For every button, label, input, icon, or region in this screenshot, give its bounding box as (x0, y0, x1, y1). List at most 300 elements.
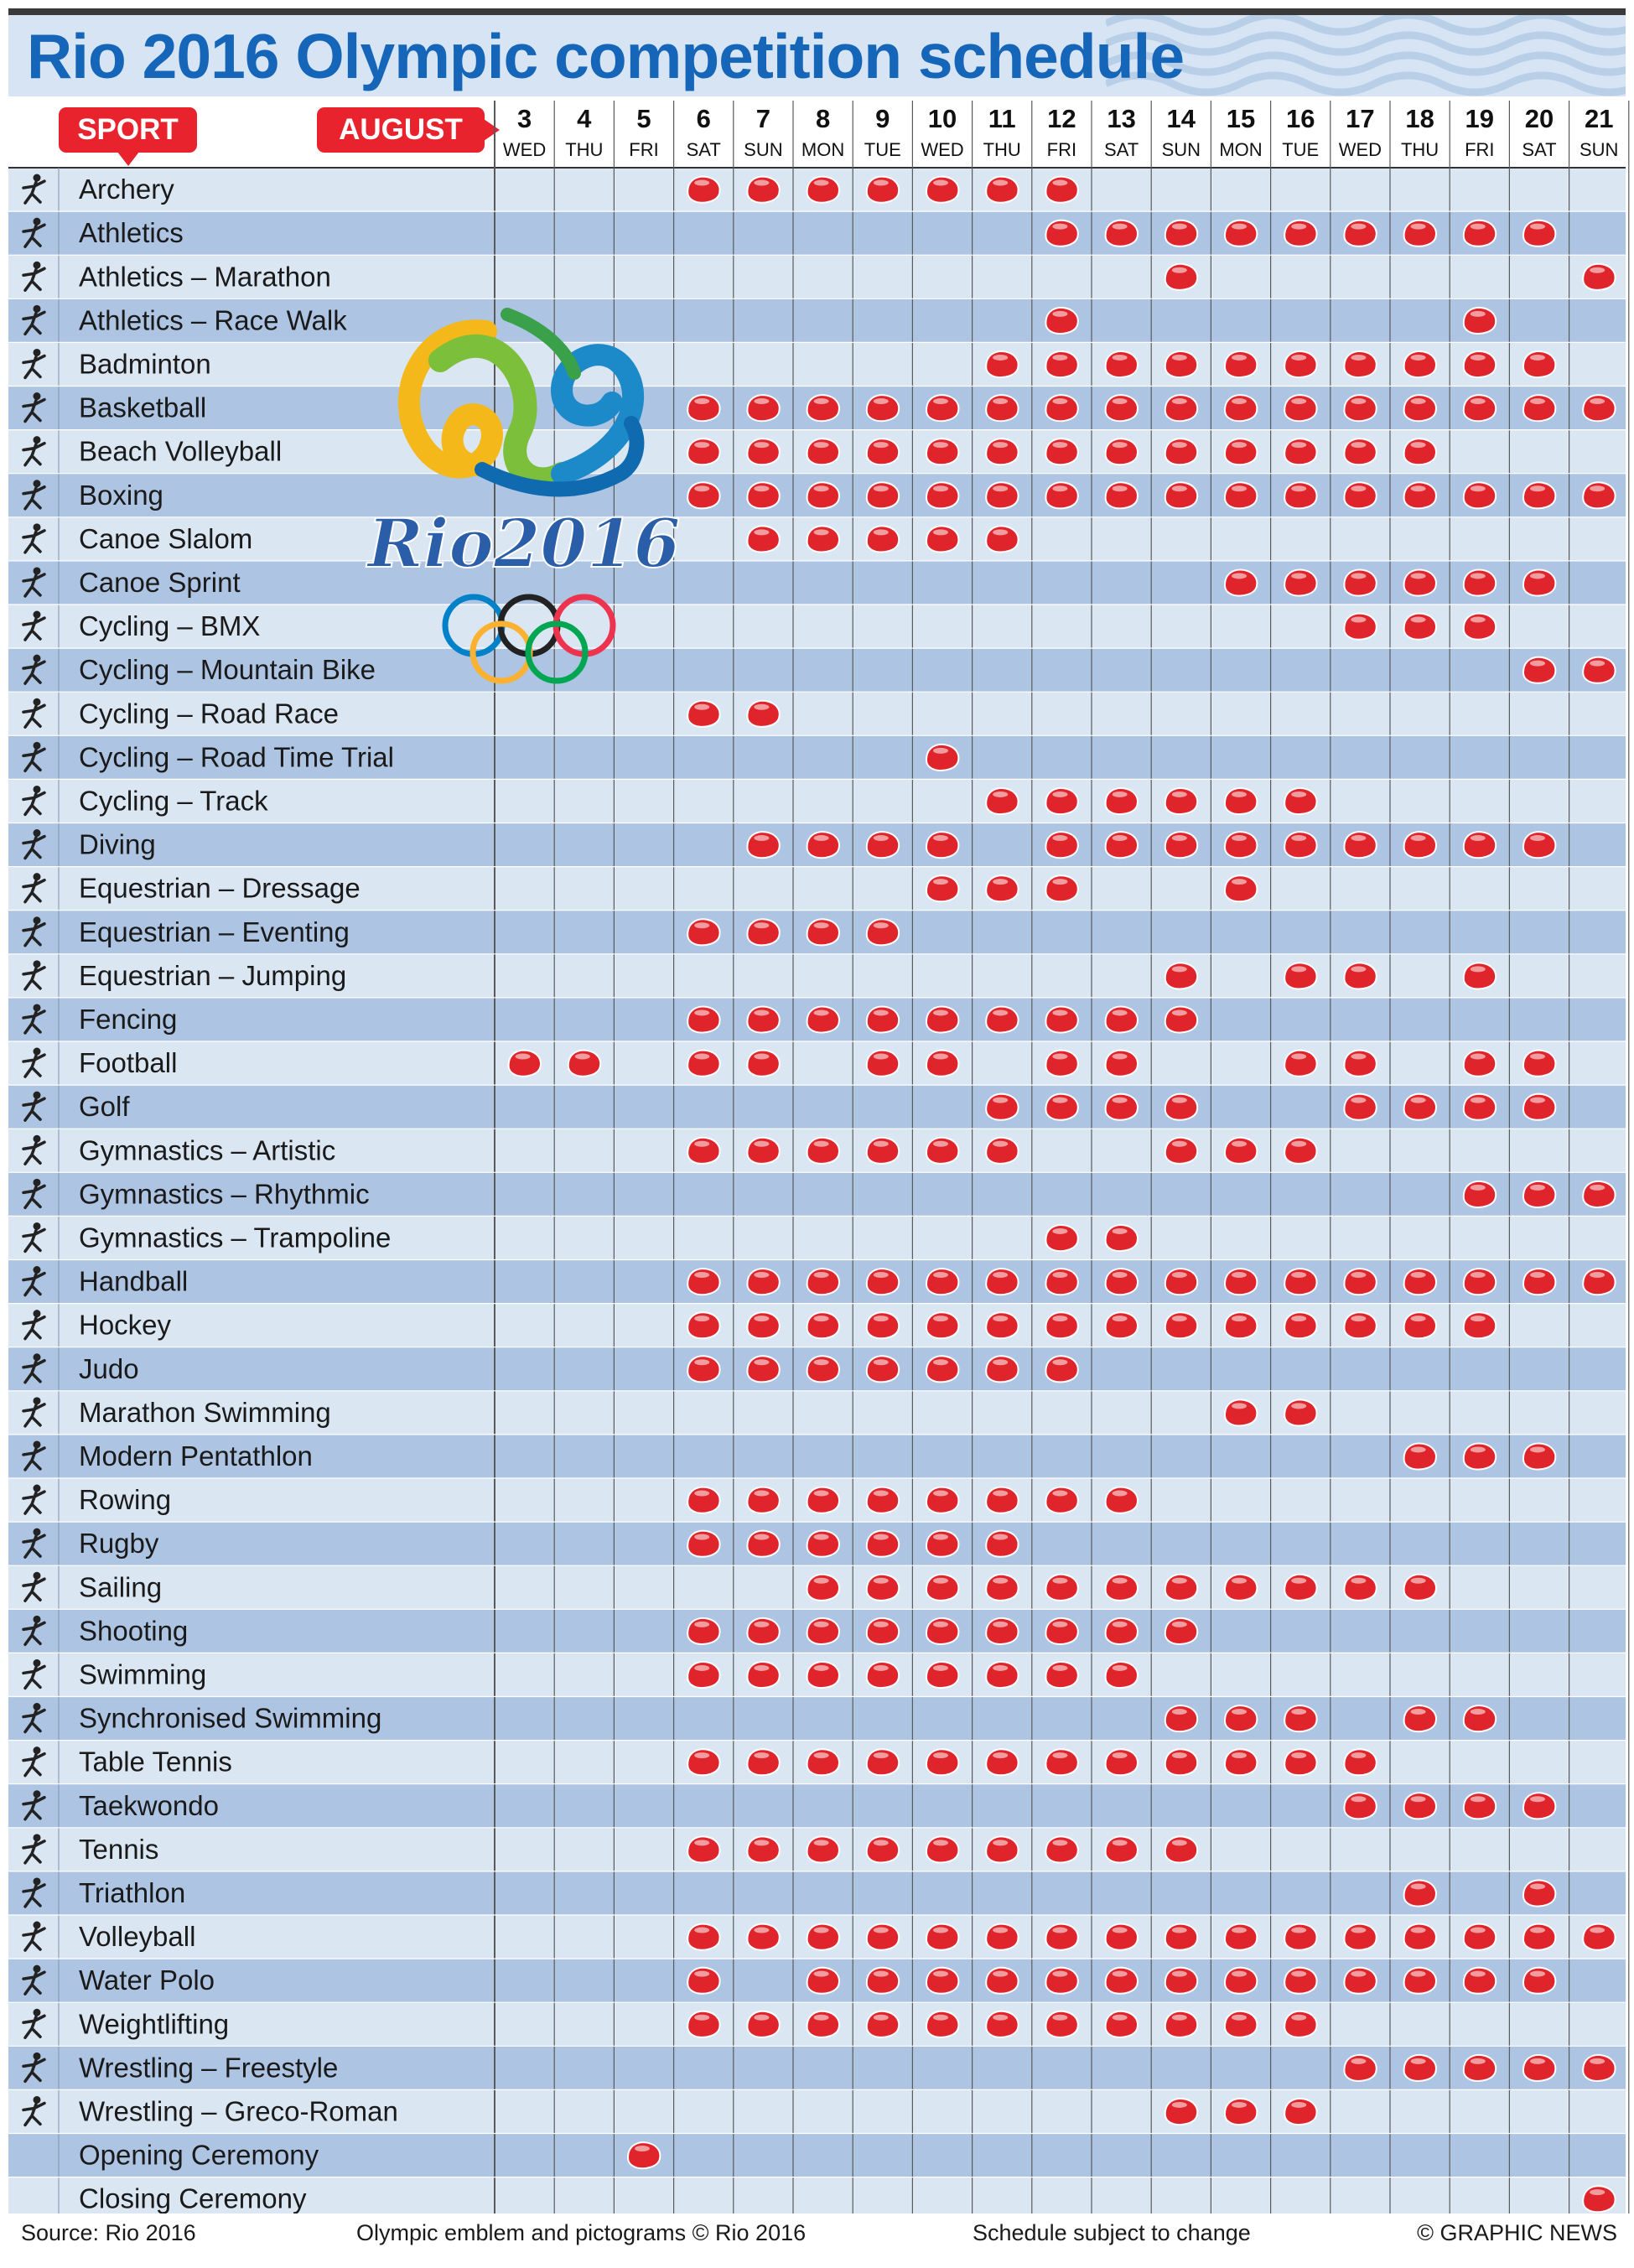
event-marker (1106, 1225, 1138, 1251)
event-marker (1165, 1836, 1197, 1862)
event-marker (1344, 1269, 1376, 1295)
event-marker (1225, 1138, 1257, 1164)
event-marker (747, 1749, 779, 1775)
event-marker (1464, 832, 1496, 858)
event-marker (1045, 832, 1077, 858)
event-marker (986, 1836, 1018, 1862)
event-marker (1464, 221, 1496, 247)
event-marker (1464, 1968, 1496, 1994)
table-row (8, 211, 1626, 255)
event-marker (807, 439, 839, 464)
event-marker (747, 1007, 779, 1033)
event-marker (1404, 221, 1436, 247)
sport-name-label: Wrestling – Greco-Roman (79, 2095, 398, 2127)
table-row (8, 342, 1626, 386)
event-marker (1165, 2099, 1197, 2125)
sport-name-label: Handball (79, 1265, 189, 1297)
event-marker (807, 2011, 839, 2037)
event-marker (1464, 1705, 1496, 1731)
event-marker (1045, 1007, 1077, 1033)
tick-label-date: 3 (516, 104, 532, 133)
event-marker (1106, 1312, 1138, 1338)
event-marker (926, 526, 958, 552)
event-marker (1404, 395, 1436, 421)
event-marker (1464, 2055, 1496, 2081)
tick-label-weekday: MON (1219, 139, 1263, 160)
event-marker (1165, 1575, 1197, 1601)
event-marker (867, 1531, 899, 1557)
event-marker (1523, 1181, 1555, 1207)
event-marker (747, 1138, 779, 1164)
tick-label-weekday: THU (983, 139, 1021, 160)
event-marker (1464, 570, 1496, 596)
event-marker (687, 1836, 719, 1862)
event-marker (807, 1269, 839, 1295)
event-marker (1106, 788, 1138, 814)
event-marker (1344, 1312, 1376, 1338)
event-marker (1344, 351, 1376, 377)
event-marker (1464, 1793, 1496, 1819)
event-marker (986, 1356, 1018, 1382)
event-marker (1284, 1749, 1316, 1775)
event-marker (1106, 482, 1138, 508)
event-marker (986, 1312, 1018, 1338)
event-marker (1523, 2055, 1555, 2081)
event-marker (867, 919, 899, 945)
event-marker (1523, 482, 1555, 508)
tick-label-weekday: SAT (686, 139, 721, 160)
event-marker (1225, 1575, 1257, 1601)
event-marker (807, 1487, 839, 1513)
event-marker (687, 1749, 719, 1775)
event-marker (986, 1968, 1018, 1994)
event-marker (1404, 439, 1436, 464)
sport-name-label: Modern Pentathlon (79, 1440, 313, 1471)
event-marker (747, 1487, 779, 1513)
event-marker (1225, 1312, 1257, 1338)
event-marker (867, 1618, 899, 1644)
tick-label-date: 15 (1226, 104, 1256, 133)
event-marker (1165, 963, 1197, 989)
sport-column-tag: SPORT (59, 107, 197, 153)
event-marker (807, 1312, 839, 1338)
sport-name-label: Athletics (79, 217, 184, 249)
event-marker (1225, 1399, 1257, 1425)
event-marker (1106, 1968, 1138, 1994)
sport-name-label: Canoe Sprint (79, 566, 241, 598)
event-marker (747, 1924, 779, 1950)
event-marker (1106, 351, 1138, 377)
event-marker (807, 919, 839, 945)
sport-name-label: Swimming (79, 1658, 207, 1690)
event-marker (1464, 1312, 1496, 1338)
event-marker (986, 526, 1018, 552)
event-marker (926, 2011, 958, 2037)
event-marker (1464, 963, 1496, 989)
sport-name-label: Gymnastics – Artistic (79, 1134, 336, 1166)
event-marker (747, 395, 779, 421)
event-marker (1045, 221, 1077, 247)
event-marker (867, 1269, 899, 1295)
event-marker (1045, 1662, 1077, 1688)
event-marker (1344, 614, 1376, 640)
event-marker (1225, 1749, 1257, 1775)
tick-label-weekday: FRI (1465, 139, 1495, 160)
event-marker (1284, 2099, 1316, 2125)
event-marker (1165, 482, 1197, 508)
event-marker (1106, 439, 1138, 464)
event-marker (1284, 1575, 1316, 1601)
table-row (8, 1784, 1626, 1828)
tick-label-weekday: THU (565, 139, 604, 160)
tick-label-weekday: WED (502, 139, 547, 160)
event-marker (926, 1662, 958, 1688)
event-marker (1523, 1881, 1555, 1907)
event-marker (1344, 1924, 1376, 1950)
event-marker (1225, 395, 1257, 421)
event-marker (867, 832, 899, 858)
sport-name-label: Fencing (79, 1003, 178, 1035)
event-marker (807, 1356, 839, 1382)
event-marker (807, 1836, 839, 1862)
event-marker (1404, 482, 1436, 508)
event-marker (1404, 1924, 1436, 1950)
tick-label-date: 18 (1405, 104, 1434, 133)
event-marker (867, 1662, 899, 1688)
event-marker (1165, 1705, 1197, 1731)
sport-name-label: Cycling – Road Time Trial (79, 741, 394, 773)
sport-name-label: Weightlifting (79, 2008, 230, 2040)
event-marker (1344, 482, 1376, 508)
sport-name-label: Marathon Swimming (79, 1396, 331, 1428)
event-marker (986, 1924, 1018, 1950)
event-marker (1523, 1269, 1555, 1295)
event-marker (1284, 1924, 1316, 1950)
event-marker (568, 1051, 600, 1077)
event-marker (1523, 351, 1555, 377)
event-marker (926, 177, 958, 203)
sport-name-label: Sailing (79, 1571, 163, 1603)
event-marker (926, 1007, 958, 1033)
event-marker (926, 832, 958, 858)
event-marker (1165, 1618, 1197, 1644)
tick-label-weekday: TUE (864, 139, 901, 160)
tick-label-date: 8 (815, 104, 831, 133)
event-marker (1045, 351, 1077, 377)
event-marker (926, 1618, 958, 1644)
event-marker (1225, 2099, 1257, 2125)
tick-label-date: 17 (1346, 104, 1375, 133)
event-marker (867, 1575, 899, 1601)
event-marker (867, 2011, 899, 2037)
event-marker (1045, 1487, 1077, 1513)
event-marker (986, 395, 1018, 421)
event-marker (1284, 963, 1316, 989)
event-marker (986, 482, 1018, 508)
event-marker (1404, 1881, 1436, 1907)
sport-name-label: Judo (79, 1352, 139, 1384)
sport-name-label: Hockey (79, 1309, 172, 1341)
tick-label-date: 12 (1047, 104, 1076, 133)
event-marker (747, 1662, 779, 1688)
event-marker (867, 1487, 899, 1513)
event-marker (1165, 395, 1197, 421)
sport-name-label: Shooting (79, 1615, 189, 1647)
event-marker (1344, 1575, 1376, 1601)
event-marker (747, 1051, 779, 1077)
event-marker (1404, 1269, 1436, 1295)
sport-name-label: Athletics – Marathon (79, 261, 331, 293)
event-marker (1045, 875, 1077, 901)
tick-label-weekday: MON (801, 139, 845, 160)
event-marker (1404, 1968, 1436, 1994)
event-marker (1225, 439, 1257, 464)
emblem-wordmark: Rio2016 (367, 504, 681, 583)
event-marker (867, 1836, 899, 1862)
tick-label-weekday: SAT (1104, 139, 1139, 160)
event-marker (1106, 1924, 1138, 1950)
event-marker (867, 395, 899, 421)
event-marker (926, 1836, 958, 1862)
event-marker (926, 1968, 958, 1994)
event-marker (1523, 832, 1555, 858)
event-marker (807, 1618, 839, 1644)
event-marker (1165, 2011, 1197, 2037)
tick-label-date: 9 (875, 104, 890, 133)
event-marker (1284, 1138, 1316, 1164)
event-marker (1523, 1793, 1555, 1819)
event-marker (1045, 1051, 1077, 1077)
event-marker (1106, 1487, 1138, 1513)
tick-label-weekday: SAT (1522, 139, 1557, 160)
event-marker (1404, 1793, 1436, 1819)
event-marker (687, 1662, 719, 1688)
event-marker (1225, 1269, 1257, 1295)
event-marker (509, 1051, 541, 1077)
event-marker (1284, 351, 1316, 377)
sport-name-label: Archery (79, 174, 174, 205)
event-marker (1284, 395, 1316, 421)
event-marker (867, 177, 899, 203)
sport-name-label: Equestrian – Eventing (79, 916, 350, 947)
event-marker (1106, 1618, 1138, 1644)
sport-name-label: Athletics – Race Walk (79, 304, 347, 336)
event-marker (1045, 1968, 1077, 1994)
event-marker (1344, 1793, 1376, 1819)
event-marker (807, 1007, 839, 1033)
event-marker (986, 1749, 1018, 1775)
event-marker (807, 526, 839, 552)
event-marker (926, 1749, 958, 1775)
sport-name-label: Cycling – BMX (79, 610, 261, 642)
sport-name-label: Golf (79, 1091, 130, 1123)
event-marker (1464, 1444, 1496, 1470)
event-marker (986, 1487, 1018, 1513)
event-marker (747, 1836, 779, 1862)
sport-name-label: Diving (79, 828, 156, 860)
event-marker (687, 2011, 719, 2037)
event-marker (687, 1618, 719, 1644)
sport-name-label: Volleyball (79, 1921, 196, 1953)
tick-label-date: 6 (696, 104, 711, 133)
event-marker (807, 1968, 839, 1994)
event-marker (747, 177, 779, 203)
event-marker (1523, 1444, 1555, 1470)
event-marker (1284, 482, 1316, 508)
event-marker (926, 1575, 958, 1601)
tick-label-date: 19 (1465, 104, 1495, 133)
table-row (8, 1871, 1626, 1915)
event-marker (687, 1924, 719, 1950)
event-marker (1225, 1924, 1257, 1950)
event-marker (986, 1531, 1018, 1557)
event-marker (1045, 177, 1077, 203)
event-marker (1344, 1749, 1376, 1775)
event-marker (986, 1575, 1018, 1601)
event-marker (1583, 657, 1615, 683)
event-marker (1045, 1225, 1077, 1251)
event-marker (1583, 1181, 1615, 1207)
event-marker (1404, 1094, 1436, 1120)
event-marker (687, 482, 719, 508)
event-marker (1583, 2055, 1615, 2081)
event-marker (1523, 657, 1555, 683)
footer-copyright: © GRAPHIC NEWS (1417, 2220, 1617, 2245)
event-marker (1344, 1094, 1376, 1120)
tick-label-weekday: WED (1338, 139, 1382, 160)
footer-source: Source: Rio 2016 (21, 2220, 196, 2245)
event-marker (1106, 1269, 1138, 1295)
event-marker (1284, 1968, 1316, 1994)
event-marker (1225, 788, 1257, 814)
event-marker (1344, 963, 1376, 989)
event-marker (1045, 1618, 1077, 1644)
tick-label-date: 13 (1107, 104, 1136, 133)
event-marker (1045, 1356, 1077, 1382)
sport-name-label: Rowing (79, 1484, 172, 1516)
sport-name-label: Opening Ceremony (79, 2139, 319, 2171)
event-marker (986, 1269, 1018, 1295)
event-marker (986, 351, 1018, 377)
event-marker (1106, 1749, 1138, 1775)
event-marker (1583, 1924, 1615, 1950)
event-marker (1106, 1836, 1138, 1862)
event-marker (1106, 395, 1138, 421)
event-marker (1404, 1444, 1436, 1470)
event-marker (747, 1312, 779, 1338)
event-marker (807, 1531, 839, 1557)
event-marker (1045, 1312, 1077, 1338)
event-marker (1344, 439, 1376, 464)
sport-name-label: Badminton (79, 348, 211, 380)
event-marker (867, 1749, 899, 1775)
event-marker (1045, 1269, 1077, 1295)
event-marker (1284, 1312, 1316, 1338)
event-marker (1225, 875, 1257, 901)
tick-label-weekday: TUE (1282, 139, 1320, 160)
event-marker (1045, 482, 1077, 508)
event-marker (1225, 1968, 1257, 1994)
event-marker (867, 439, 899, 464)
event-marker (1225, 570, 1257, 596)
event-marker (1225, 2011, 1257, 2037)
event-marker (687, 1312, 719, 1338)
event-marker (1225, 832, 1257, 858)
event-marker (1523, 570, 1555, 596)
sport-name-label: Rugby (79, 1528, 159, 1560)
event-marker (1045, 439, 1077, 464)
event-marker (926, 1138, 958, 1164)
sport-name-label: Cycling – Road Race (79, 698, 339, 729)
event-marker (747, 526, 779, 552)
event-marker (687, 701, 719, 727)
event-marker (1045, 1924, 1077, 1950)
event-marker (687, 395, 719, 421)
sport-name-label: Synchronised Swimming (79, 1702, 382, 1734)
event-marker (807, 1662, 839, 1688)
event-marker (1464, 1924, 1496, 1950)
table-row (8, 561, 1626, 605)
event-marker (926, 875, 958, 901)
event-marker (1404, 570, 1436, 596)
footer-credit: Olympic emblem and pictograms © Rio 2016 (356, 2220, 807, 2245)
event-marker (687, 919, 719, 945)
sport-name-label: Cycling – Track (79, 785, 268, 817)
event-marker (986, 1094, 1018, 1120)
event-marker (747, 1531, 779, 1557)
event-marker (926, 1531, 958, 1557)
event-marker (1284, 1269, 1316, 1295)
event-marker (687, 1356, 719, 1382)
event-marker (1344, 221, 1376, 247)
event-marker (926, 482, 958, 508)
event-marker (807, 482, 839, 508)
event-marker (1583, 482, 1615, 508)
event-marker (926, 1487, 958, 1513)
sport-name-label: Taekwondo (79, 1789, 219, 1821)
event-marker (1523, 1924, 1555, 1950)
event-marker (1464, 1269, 1496, 1295)
event-marker (1225, 221, 1257, 247)
sport-name-label: Equestrian – Jumping (79, 959, 347, 991)
event-marker (1045, 2011, 1077, 2037)
event-marker (807, 395, 839, 421)
event-marker (1464, 614, 1496, 640)
event-marker (867, 1356, 899, 1382)
event-marker (1106, 1094, 1138, 1120)
tick-label-weekday: WED (921, 139, 964, 160)
event-marker (747, 1618, 779, 1644)
event-marker (1106, 221, 1138, 247)
event-marker (1464, 395, 1496, 421)
sport-name-label: Gymnastics – Rhythmic (79, 1178, 370, 1210)
event-marker (1344, 395, 1376, 421)
event-marker (1344, 832, 1376, 858)
event-marker (687, 1531, 719, 1557)
event-marker (926, 1312, 958, 1338)
event-marker (807, 1749, 839, 1775)
event-marker (1165, 832, 1197, 858)
month-tag: AUGUST (317, 107, 485, 153)
event-marker (926, 1356, 958, 1382)
event-marker (1344, 1968, 1376, 1994)
event-marker (986, 177, 1018, 203)
sport-name-label: Basketball (79, 392, 207, 423)
event-marker (926, 745, 958, 771)
tick-label-date: 4 (577, 104, 592, 133)
event-marker (986, 875, 1018, 901)
event-marker (1165, 1269, 1197, 1295)
